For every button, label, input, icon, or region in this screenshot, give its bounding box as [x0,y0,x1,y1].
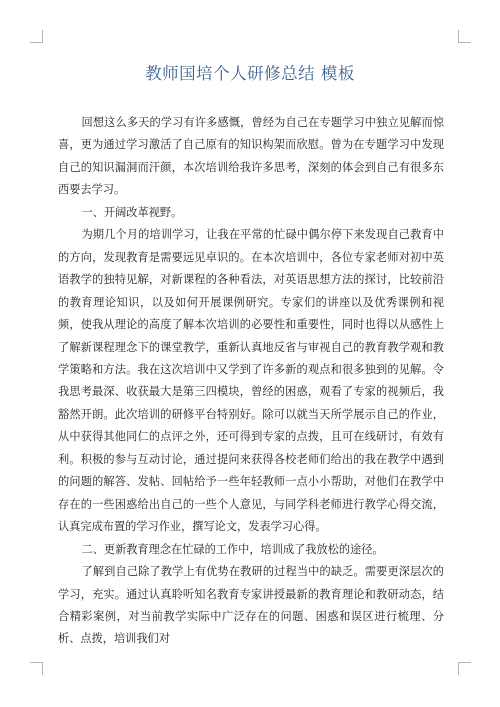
section-heading-1: 一、开阔改革视野。 [81,205,183,219]
paragraph-section-2: 了解到自己除了教学上有优势在教研的过程当中的缺乏。需要更深层次的学习，充实。通过认真聆听知名教育专家讲授最新的教育理论和教研动态，结合精彩案例，对当前教学实际中广泛存在的问题、困惑和误区进行梳理、分析、点拨，培训我们对 [58,565,444,646]
crop-mark-top-right [458,30,471,43]
document-title: 教师国培个人研修总结 模板 [145,64,355,83]
paragraph-section-1: 为期几个月的培训学习，让我在平常的忙碌中偶尔停下来发现自己教育中的方向，发现教育是需要远见卓识的。在本次培训中，各位专家老师对初中英语教学的独特见解，对新课程的各种看法，对英语思想方法的探讨，比较前沿的教育理论知识，以及如何开展课例研究。专家们的讲座以及优秀课例和视频，使我从理论的高度了解本次培训的必要性和重要性，同时也得以从感性上了解新课程理念下的课堂教学，重新认真地反省与审视自己的教育教学观和教学策略和方法。我在这次培训中又学到了许多新的观点和很多独到的见解。令我思考最深、收获最大是第三四模块，曾经的困惑，观看了专家的视频后，我豁然开朗。此次培训的研修平台特别好。除可以就当天所学展示自己的作业，从中获得其他同仁的点评之外，还可得到专家的点拨，且可在线研讨，有效有利。积极的参与互动讨论，通过提问来获得各校老师们给出的我在教学中遇到的问题的解答、发帖、回帖给予一些年轻教师一点小小帮助，对他们在教学中存在的一些困惑给出自己的一些个人意见，与同学科老师进行教学心得交流，认真完成布置的学习作业，撰写论文，发表学习心得。 [58,228,444,534]
crop-mark-bottom-right [458,662,471,675]
document-body [58,112,444,651]
section-heading-2: 二、更新教育理念在忙碌的工作中，培训成了我放松的途径。 [81,542,384,556]
crop-mark-top-left [30,30,43,43]
paragraph-intro: 回想这么多天的学习有许多感慨，曾经为自己在专题学习中独立见解而惊喜，更为通过学习激活了自己原有的知识构架而欣慰。曾为在专题学习中发现自己的知识漏洞而汗颜，本次培训给我许多思考，深刻的体会到自己有很多东西要去学习。 [58,116,444,197]
crop-mark-bottom-left [30,662,43,675]
